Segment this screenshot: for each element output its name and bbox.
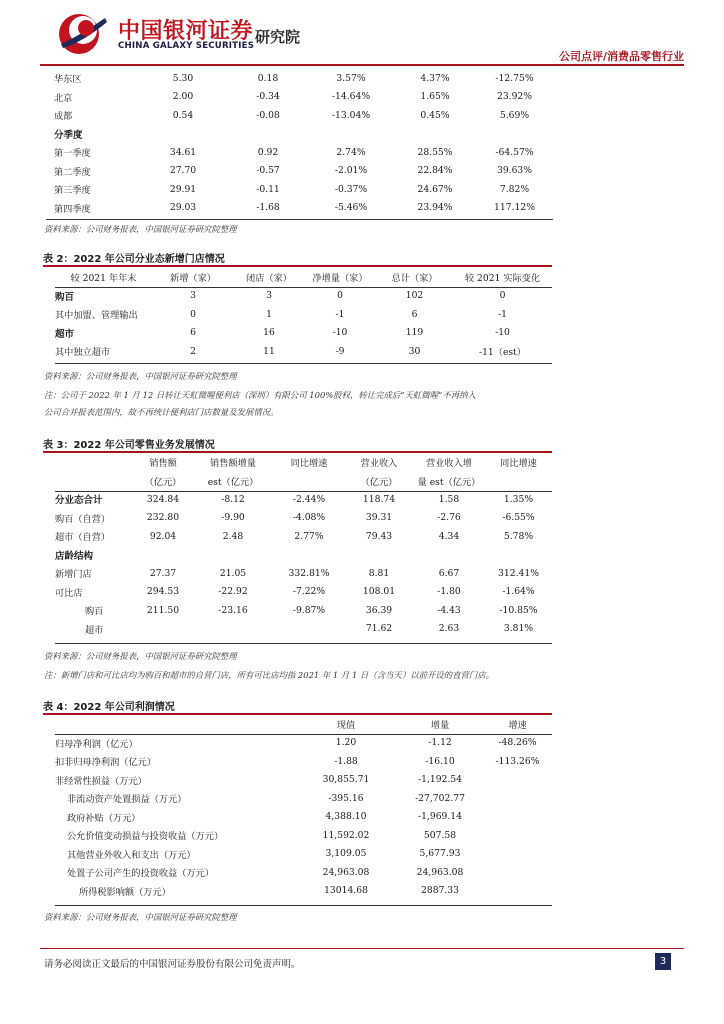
page-header xyxy=(0,0,724,66)
table-cell xyxy=(133,620,193,639)
table-cell xyxy=(345,546,413,565)
table-cell: -1.64% xyxy=(502,586,535,598)
table-cell: 22.84% xyxy=(417,165,453,177)
column-header-unit xyxy=(273,472,345,491)
table-cell: -9 xyxy=(335,345,345,357)
table-cell: 2.74% xyxy=(336,146,366,158)
table-cell xyxy=(308,125,394,144)
row-label: 第四季度 xyxy=(54,203,91,215)
table-cell: 24,963.08 xyxy=(322,866,370,878)
table-cell: 27.37 xyxy=(149,567,177,579)
table-cell: -113.26% xyxy=(495,755,540,767)
table-cell: 119 xyxy=(405,327,424,339)
table3-title: 表 3：2022 年公司零售业务发展情况 xyxy=(43,440,215,451)
table-cell xyxy=(133,546,193,565)
column-header: 同比增速 xyxy=(500,458,537,470)
table-cell: -1.12 xyxy=(428,737,452,749)
table2-header-rule xyxy=(55,287,552,288)
disclaimer-text: 请务必阅读正文最后的中国银河证券股份有限公司免责声明。 xyxy=(44,959,301,970)
table-cell: -1.88 xyxy=(334,755,358,767)
table3-note: 注：新增门店和可比店均为购百和超市的自营门店，所有可比店均指 2021 年 1 月 1 日（含当天）以前开设的直营门店。 xyxy=(44,670,494,680)
table-cell: 5.78% xyxy=(503,530,534,542)
table-cell xyxy=(483,863,552,882)
table-row xyxy=(55,620,552,639)
table-cell xyxy=(273,546,345,565)
table-row xyxy=(55,342,552,361)
column-header: 销售额增量 xyxy=(210,458,256,470)
table-cell: 34.61 xyxy=(169,146,197,158)
table-cell: 3,109.05 xyxy=(325,848,367,860)
row-label: 处置子公司产生的投资收益（万元） xyxy=(67,868,214,880)
page-number: 3 xyxy=(655,953,671,970)
table-cell: 30 xyxy=(408,345,421,357)
table-cell: -2.44% xyxy=(292,493,326,505)
store-openings-table xyxy=(55,268,552,361)
table-row xyxy=(55,882,552,901)
table-cell: -6.55% xyxy=(502,512,535,524)
table-cell xyxy=(483,845,552,864)
row-label: 北京 xyxy=(54,92,73,104)
table-cell: 294.53 xyxy=(146,586,180,598)
table-cell: 1.20 xyxy=(335,737,357,749)
header-divider xyxy=(40,64,684,66)
row-label: 超市（自营） xyxy=(55,532,111,544)
table-row xyxy=(55,546,552,565)
table-cell: 23.92% xyxy=(496,91,533,103)
table-cell: -0.57 xyxy=(256,165,280,177)
table-cell: 0 xyxy=(499,290,506,302)
table-row xyxy=(46,106,553,125)
row-label: 店龄结构 xyxy=(55,550,94,562)
table-cell: 117.12% xyxy=(494,202,535,214)
table-cell: -2.76 xyxy=(437,512,461,524)
table-cell xyxy=(476,125,553,144)
table2-note-line2: 公司合并报表范围内，故不再统计便利店门店数量及发展情况。 xyxy=(44,407,279,417)
table-cell: -48.26% xyxy=(498,737,537,749)
table-cell: -8.12 xyxy=(221,493,245,505)
table-cell xyxy=(394,125,476,144)
table-row xyxy=(55,863,552,882)
footer-divider xyxy=(40,948,684,949)
table-cell xyxy=(483,808,552,827)
table-cell: 29.03 xyxy=(169,202,197,214)
row-label: 公允价值变动损益与投资收益（万元） xyxy=(67,831,224,843)
table-cell: 6.67 xyxy=(438,567,460,579)
table-cell xyxy=(413,546,485,565)
table2-title-rule xyxy=(43,265,552,267)
row-label: 购百 xyxy=(85,606,104,618)
table-row xyxy=(55,601,552,620)
table-row xyxy=(55,734,552,753)
table-cell: 2.00 xyxy=(172,91,194,103)
column-header-unit: 量 est（亿元） xyxy=(417,476,481,488)
table2-source: 资料来源：公司财务报表，中国银河证券研究院整理 xyxy=(44,371,237,381)
table-row xyxy=(46,180,553,199)
table-cell: 118.74 xyxy=(362,493,396,505)
table-row xyxy=(55,826,552,845)
row-label: 第二季度 xyxy=(54,166,91,178)
row-label: 购百 xyxy=(55,291,75,303)
table-cell: 23.94% xyxy=(417,202,453,214)
table-cell: 39.31 xyxy=(365,512,393,524)
table-cell: 1.58 xyxy=(438,493,460,505)
table-cell: -1,192.54 xyxy=(417,774,463,786)
institute-label: 研究院 xyxy=(255,28,301,46)
table-cell: -9.90 xyxy=(221,512,245,524)
table-cell: 28.55% xyxy=(417,146,453,158)
table-cell: 6 xyxy=(411,308,418,320)
table-cell: -22.92 xyxy=(218,586,248,598)
table-cell: 21.05 xyxy=(219,567,247,579)
table-cell xyxy=(193,546,273,565)
table-cell xyxy=(138,125,228,144)
row-label: 扣非归母净利润（亿元） xyxy=(55,757,157,769)
table-row xyxy=(55,305,552,324)
table-cell: 5.69% xyxy=(499,109,530,121)
galaxy-logo-icon xyxy=(55,10,107,56)
table-cell: 232.80 xyxy=(146,512,180,524)
table-cell: 36.39 xyxy=(365,604,393,616)
table-cell: -2.01% xyxy=(334,165,368,177)
table-row xyxy=(55,771,552,790)
table-row xyxy=(55,564,552,583)
row-label: 非经常性损益（万元） xyxy=(55,775,147,787)
table-row xyxy=(55,490,552,509)
column-header xyxy=(55,453,133,472)
row-label: 购百（自营） xyxy=(55,513,111,525)
table-cell: 0.54 xyxy=(172,109,194,121)
table-row xyxy=(55,789,552,808)
table-cell: -4.08% xyxy=(292,512,326,524)
table-cell: -13.04% xyxy=(331,109,371,121)
report-type-label: 公司点评/消费品零售行业 xyxy=(558,50,684,63)
table-cell: 5,677.93 xyxy=(419,848,461,860)
table-row xyxy=(55,287,552,306)
table-cell xyxy=(273,620,345,639)
table-cell: 5.30 xyxy=(172,72,194,84)
table-cell: 102 xyxy=(405,290,424,302)
table-cell: 4,388.10 xyxy=(325,811,367,823)
row-label: 非流动资产处置损益（万元） xyxy=(67,794,187,806)
row-label: 所得税影响额（万元） xyxy=(79,886,171,898)
table-cell: 0.92 xyxy=(257,146,279,158)
row-label: 新增门店 xyxy=(55,569,92,581)
table2-bottom-rule xyxy=(55,363,552,364)
column-header: 总计（家） xyxy=(391,273,438,285)
table-cell: 211.50 xyxy=(146,604,180,616)
table-cell: 24.67% xyxy=(417,183,453,195)
table-cell xyxy=(483,789,552,808)
table-cell xyxy=(483,771,552,790)
row-label: 其中独立超市 xyxy=(55,347,111,359)
table-cell: -7.22% xyxy=(292,586,326,598)
table3-bottom-rule xyxy=(55,643,552,644)
column-header xyxy=(55,715,295,734)
profit-table xyxy=(55,715,552,900)
table-cell: -1.68 xyxy=(256,202,280,214)
table-row xyxy=(46,199,553,218)
table-cell: -12.75% xyxy=(495,72,534,84)
column-header: 净增量（家） xyxy=(312,273,368,285)
table-cell: -0.08 xyxy=(256,109,280,121)
table-cell: 1.65% xyxy=(420,91,450,103)
column-header: 增速 xyxy=(508,720,527,732)
column-header: 营业收入 xyxy=(360,458,398,470)
table-row xyxy=(55,583,552,602)
table-cell: -1,969.14 xyxy=(417,811,463,823)
table-cell: 0 xyxy=(337,290,343,302)
table-row xyxy=(55,527,552,546)
table-cell xyxy=(483,826,552,845)
table-cell: -10.85% xyxy=(499,604,538,616)
table-cell: 6 xyxy=(190,327,196,339)
regional-quarterly-table xyxy=(46,69,553,217)
table-cell: 0.45% xyxy=(420,109,450,121)
table-row xyxy=(46,143,553,162)
table-cell: 1 xyxy=(266,308,272,320)
table-cell xyxy=(483,882,552,901)
table-cell: 4.34 xyxy=(438,530,460,542)
table-cell: 8.81 xyxy=(368,567,390,579)
table-cell: 507.58 xyxy=(423,829,457,841)
table-cell: 0 xyxy=(190,308,196,320)
column-header-unit xyxy=(55,472,133,491)
column-header: 闭店（家） xyxy=(246,273,292,285)
logo-chinese-text: 中国银河证券 xyxy=(118,19,254,44)
table-cell: -23.16 xyxy=(218,604,248,616)
table-cell: 11 xyxy=(263,345,275,357)
table-cell: -0.37% xyxy=(334,183,368,195)
retail-performance-table xyxy=(55,453,552,638)
table-cell: 3 xyxy=(190,290,196,302)
column-header: 增量 xyxy=(430,720,450,732)
table-cell xyxy=(193,620,273,639)
table-cell: -10 xyxy=(332,327,348,339)
column-header-unit: （亿元） xyxy=(144,476,182,488)
table-cell: -11（est） xyxy=(478,347,526,359)
row-label: 第三季度 xyxy=(54,185,91,197)
table-cell: 3.57% xyxy=(336,72,366,84)
table-cell: -0.11 xyxy=(256,183,280,195)
table-cell: 108.01 xyxy=(362,586,396,598)
table0-source: 资料来源：公司财务报表，中国银河证券研究院整理 xyxy=(44,224,237,234)
table-cell: 332.81% xyxy=(288,567,330,579)
table-cell: 312.41% xyxy=(498,567,539,579)
table-cell: -1 xyxy=(335,308,345,320)
table0-bottom-rule xyxy=(46,219,553,220)
column-header-unit xyxy=(485,472,552,491)
row-label: 成都 xyxy=(54,111,73,123)
table-cell xyxy=(485,546,552,565)
table-row xyxy=(46,88,553,107)
row-label: 第一季度 xyxy=(54,148,91,160)
column-header-unit: est（亿元） xyxy=(207,476,259,488)
table-cell: -0.34 xyxy=(256,91,280,103)
table-cell: -10 xyxy=(495,327,510,339)
column-header-unit: （亿元） xyxy=(360,476,398,488)
table-row xyxy=(55,752,552,771)
table-cell: -64.57% xyxy=(495,146,534,158)
table-cell: -27,702.77 xyxy=(415,792,465,804)
table-cell: 2.63 xyxy=(438,623,460,635)
table-row xyxy=(55,509,552,528)
table4-header-rule xyxy=(55,734,552,735)
table-cell: 29.91 xyxy=(169,183,197,195)
table-cell: -9.87% xyxy=(292,604,326,616)
table-cell: 24,963.08 xyxy=(416,866,464,878)
row-label: 分业态合计 xyxy=(55,495,103,507)
row-label: 其中加盟、管理输出 xyxy=(55,310,138,322)
table-cell: 71.62 xyxy=(365,623,393,635)
table-cell: 30,855.71 xyxy=(322,774,370,786)
table-cell: 79.43 xyxy=(365,530,393,542)
table-cell: 39.63% xyxy=(496,165,533,177)
column-header: 销售额 xyxy=(149,458,177,470)
table4-bottom-rule xyxy=(55,905,552,906)
row-label: 可比店 xyxy=(55,587,83,599)
table-cell: 2.77% xyxy=(294,530,324,542)
logo-english-text: CHINA GALAXY SECURITIES xyxy=(118,41,255,51)
table-row xyxy=(46,162,553,181)
table-cell xyxy=(228,125,308,144)
row-label: 超市 xyxy=(55,328,75,340)
table-cell: 3 xyxy=(266,290,272,302)
table-cell: 324.84 xyxy=(146,493,180,505)
table-row xyxy=(55,324,552,343)
table-row xyxy=(55,808,552,827)
table-cell: 13014.68 xyxy=(324,885,368,897)
table-row xyxy=(46,125,553,144)
table-cell: 2887.33 xyxy=(421,885,459,897)
table-cell: 92.04 xyxy=(149,530,177,542)
table-cell: -4.43 xyxy=(437,604,461,616)
column-header: 新增（家） xyxy=(170,273,216,285)
row-label: 归母净利润（亿元） xyxy=(55,738,138,750)
row-label: 超市 xyxy=(85,624,104,636)
table-cell: 3.81% xyxy=(503,623,534,635)
table-cell: -395.16 xyxy=(328,792,364,804)
table-cell: 0.18 xyxy=(257,72,279,84)
table-cell: 2 xyxy=(190,345,196,357)
table3-header-rule xyxy=(55,491,552,492)
table-cell: -16.10 xyxy=(425,755,455,767)
table3-source: 资料来源：公司财务报表，中国银河证券研究院整理 xyxy=(44,651,237,661)
table-cell: 27.70 xyxy=(169,165,197,177)
row-label: 其他营业外收入和支出（万元） xyxy=(67,849,196,861)
table-cell: -5.46% xyxy=(334,202,368,214)
table-cell: 1.35% xyxy=(503,493,534,505)
table-cell: -1 xyxy=(498,308,507,320)
table-cell: 11,592.02 xyxy=(322,829,370,841)
table4-title: 表 4：2022 年公司利润情况 xyxy=(43,702,175,713)
column-header: 现值 xyxy=(336,720,356,732)
table-cell: 7.82% xyxy=(499,183,530,195)
table-row xyxy=(46,69,553,88)
table-cell: 4.37% xyxy=(420,72,450,84)
column-header: 同比增速 xyxy=(290,458,328,470)
table-cell: 16 xyxy=(263,327,275,339)
table-cell: -1.80 xyxy=(437,586,461,598)
table2-title: 表 2：2022 年公司分业态新增门店情况 xyxy=(43,254,225,265)
table4-source: 资料来源：公司财务报表，中国银河证券研究院整理 xyxy=(44,912,237,922)
row-label: 政府补贴（万元） xyxy=(67,812,141,824)
row-label: 分季度 xyxy=(54,129,83,141)
table-cell: 2.48 xyxy=(222,530,244,542)
column-header: 较 2021 实际变化 xyxy=(464,273,541,285)
row-label: 华东区 xyxy=(54,74,82,86)
column-header: 营业收入增 xyxy=(426,458,472,470)
table-cell: -14.64% xyxy=(331,91,371,103)
table2-note-line1: 注：公司于 2022 年 1 月 12 日转让天虹微喔便利店（深圳）有限公司 100%股权，转让完成后“天虹微喔”不再纳入 xyxy=(44,390,476,400)
table-row xyxy=(55,845,552,864)
column-header: 较 2021 年年末 xyxy=(70,273,137,285)
